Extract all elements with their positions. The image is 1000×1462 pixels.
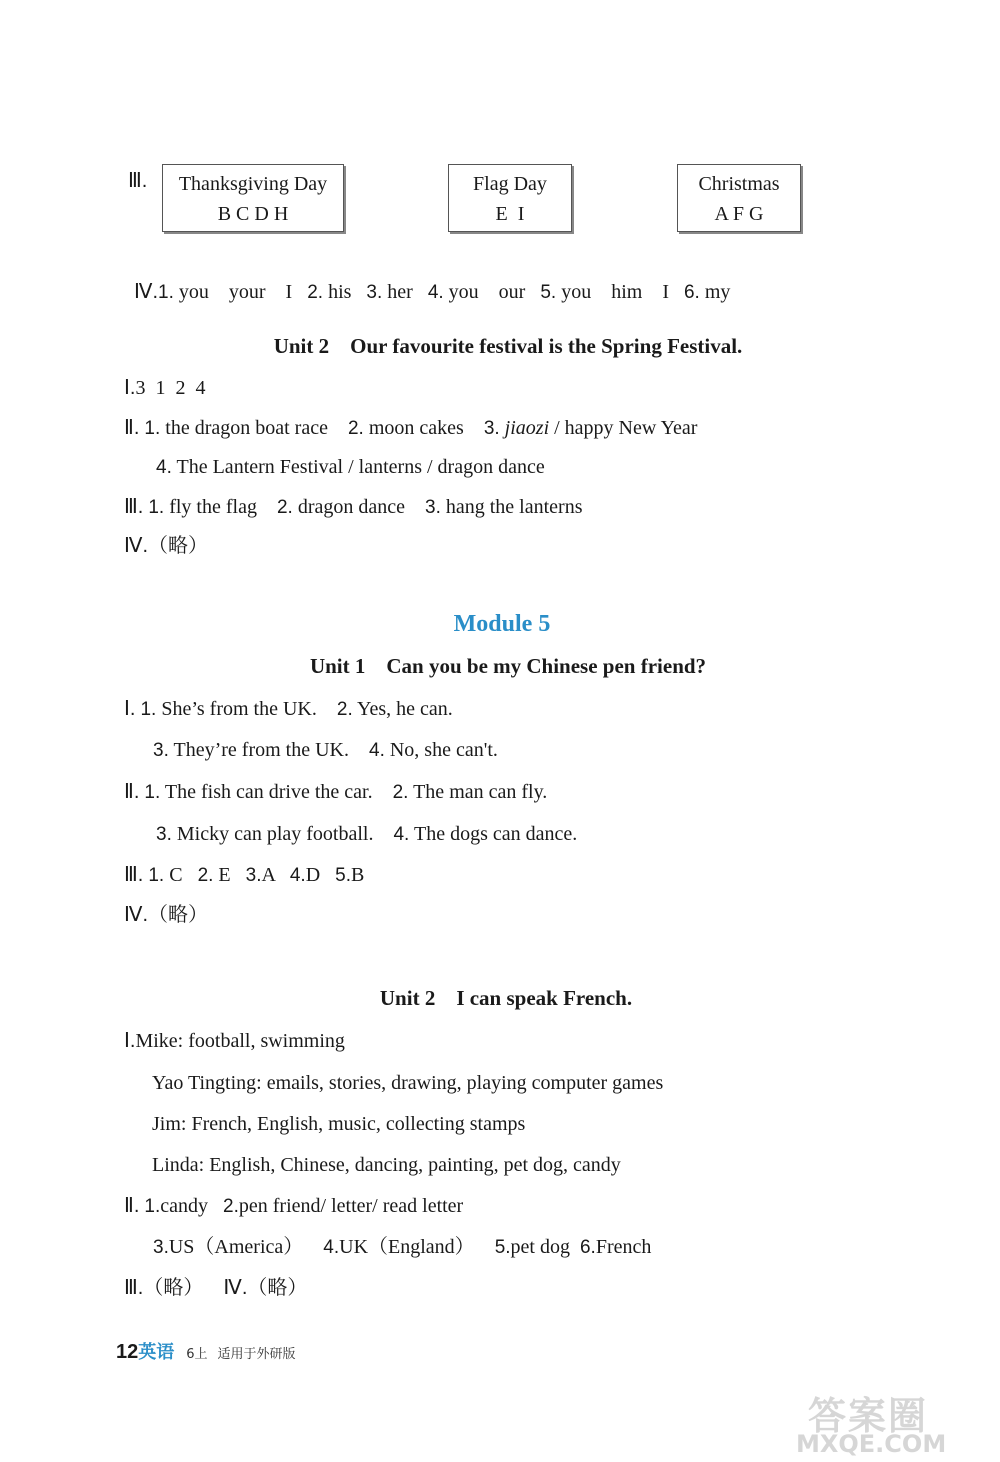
item-answer: 3 1 2 4 [135, 377, 206, 399]
omitted-answer: （略） [143, 1277, 204, 1299]
unit-title: Unit 2 Our favourite festival is the Spring Festival. [273, 334, 743, 358]
unit2a-iv-line [124, 534, 208, 558]
section-label-iii: Ⅲ. [128, 170, 148, 192]
section-label-i: Ⅰ. [124, 698, 136, 720]
m5u2-i-line1 [124, 1029, 345, 1053]
item-answer: moon cakes [368, 417, 464, 439]
item-answer: The Lantern Festival / lanterns / dragon dance [176, 456, 545, 478]
unit2a-ii-line1 [124, 416, 697, 441]
omitted-answer: （略） [148, 904, 209, 926]
section-label-i: Ⅰ. [124, 377, 136, 399]
item-number: 1. [140, 699, 157, 720]
item-number: 5. [335, 865, 352, 886]
item-number: 2. [347, 418, 364, 439]
item-answer: B [351, 864, 365, 886]
item-answer: She’s from the UK. [161, 698, 317, 720]
m5u1-ii-line1 [124, 780, 547, 805]
unit-title: Unit 2 I can speak French. [379, 986, 633, 1010]
answer-box-flag-day [448, 164, 572, 232]
section-label-iii: Ⅲ. [124, 864, 144, 886]
item-number: 4. [427, 282, 444, 303]
watermark-logo: 答案圈 [808, 1394, 929, 1438]
item-answer: his [328, 281, 352, 303]
item-number: 2. [223, 1196, 239, 1217]
section-label-iv: Ⅳ. [124, 535, 149, 557]
m5u2-i-line4: Linda: English, Chinese, dancing, painting, pet dog, candy [152, 1154, 621, 1176]
unit2a-iii-line [124, 495, 582, 520]
m5u1-i-line1 [124, 697, 453, 722]
item-number: 3. [245, 865, 262, 886]
item-number: 1. [158, 282, 174, 303]
m5u1-iii-line [124, 863, 364, 888]
item-number: 4. [289, 865, 306, 886]
box-title: Flag Day [473, 173, 547, 195]
m5u2-iii-iv-line [124, 1276, 307, 1300]
item-answer: you our [448, 281, 526, 303]
item-answer: Micky can play football. [176, 823, 374, 845]
item-number: 1. [144, 418, 161, 439]
m5u1-ii-line2 [156, 822, 577, 847]
item-number: 4. [323, 1237, 340, 1258]
box-letters: B C D H [217, 203, 289, 225]
item-answer: her [387, 281, 413, 303]
box-title: Thanksgiving Day [178, 173, 328, 195]
item-answer: The man can fly. [413, 781, 548, 803]
omitted-answer: （略） [247, 1277, 308, 1299]
module-title: Module 5 [453, 611, 551, 637]
item-number: 4. [393, 824, 410, 845]
item-number: 1. [148, 865, 165, 886]
item-answer: UK（England） [339, 1236, 475, 1258]
watermark-url: MXQE.COM [796, 1430, 947, 1458]
item-number: 3. [483, 418, 500, 439]
item-answer: E [218, 864, 231, 886]
item-number: 3. [153, 740, 169, 761]
item-answer: fly the flag [169, 496, 257, 518]
item-number: 3. [425, 497, 441, 518]
answer-box-christmas [677, 164, 801, 232]
item-answer: They’re from the UK. [173, 739, 349, 761]
item-number: 3. [366, 282, 383, 303]
grade-label: 6上 [186, 1347, 208, 1362]
section-label-iv: Ⅳ. [223, 1277, 248, 1299]
section-label-ii: Ⅱ. [124, 781, 140, 803]
item-number: 6. [683, 282, 700, 303]
item-answer: C [169, 864, 183, 886]
m5u2-ii-line1 [124, 1194, 463, 1219]
item-answer: the dragon boat race [165, 417, 328, 439]
page-footer [116, 1338, 296, 1364]
box-title: Christmas [698, 173, 780, 195]
m5u1-iv-line [124, 903, 208, 927]
item-number: 2. [336, 699, 353, 720]
section-label-iii: Ⅲ. [124, 496, 144, 518]
item-answer: you him I [561, 281, 669, 303]
item-answer-italic: jiaozi [504, 417, 550, 439]
item-number: 2. [307, 282, 324, 303]
box-letters: E I [495, 203, 525, 225]
subject-label: 英语 [138, 1342, 175, 1363]
item-answer: Yes, he can. [357, 698, 453, 720]
item-answer: French [595, 1236, 652, 1258]
item-number: 5. [494, 1237, 511, 1258]
item-answer: Mike: football, swimming [135, 1030, 345, 1052]
item-answer: pen friend/ letter/ read letter [238, 1195, 464, 1217]
item-number: 2. [392, 782, 409, 803]
section-iv-line [124, 256, 730, 305]
item-answer: my [704, 281, 731, 303]
box-letters: A F G [714, 203, 764, 225]
item-number: 1. [144, 782, 161, 803]
unit2a-i-line [124, 376, 205, 400]
item-answer: dragon dance [297, 496, 405, 518]
item-answer: you your I [178, 281, 293, 303]
item-answer: candy [160, 1195, 209, 1217]
m5u1-i-line2 [153, 738, 498, 763]
section-label-iv: Ⅳ. [124, 904, 149, 926]
item-answer: pet dog [510, 1236, 570, 1258]
item-number: 3. [153, 1237, 169, 1258]
item-number: 6. [579, 1237, 596, 1258]
item-answer: A [261, 864, 275, 886]
section-label-ii: Ⅱ. [124, 417, 140, 439]
item-number: 4. [369, 740, 385, 761]
item-answer: No, she can't. [389, 739, 498, 761]
item-answer: US（America） [168, 1236, 304, 1258]
item-answer: The fish can drive the car. [164, 781, 373, 803]
edition-label: 适用于外研版 [217, 1347, 296, 1362]
section-label-iv: Ⅳ. [134, 281, 159, 303]
answer-box-thanksgiving [162, 164, 344, 232]
item-answer: / happy New Year [549, 417, 698, 439]
item-answer: hang the lanterns [445, 496, 583, 518]
item-number: 1. [148, 497, 165, 518]
m5u2-i-line2: Yao Tingting: emails, stories, drawing, playing computer games [152, 1072, 664, 1094]
item-number: 3. [156, 824, 172, 845]
section-label-ii: Ⅱ. [124, 1195, 140, 1217]
item-number: 5. [540, 282, 557, 303]
item-number: 2. [197, 865, 214, 886]
page-number: 12 [116, 1341, 139, 1363]
unit-title: Unit 1 Can you be my Chinese pen friend? [309, 654, 707, 678]
item-number: 1. [144, 1196, 161, 1217]
m5u2-ii-line2 [153, 1235, 651, 1260]
item-number: 4. [156, 457, 172, 478]
unit2a-ii-line2 [156, 455, 545, 480]
section-label-i: Ⅰ. [124, 1030, 136, 1052]
omitted-answer: （略） [148, 535, 209, 557]
item-number: 2. [276, 497, 293, 518]
item-answer: D [305, 864, 321, 886]
item-answer: The dogs can dance. [413, 823, 578, 845]
section-label-iii: Ⅲ. [124, 1277, 144, 1299]
m5u2-i-line3: Jim: French, English, music, collecting stamps [152, 1113, 526, 1135]
